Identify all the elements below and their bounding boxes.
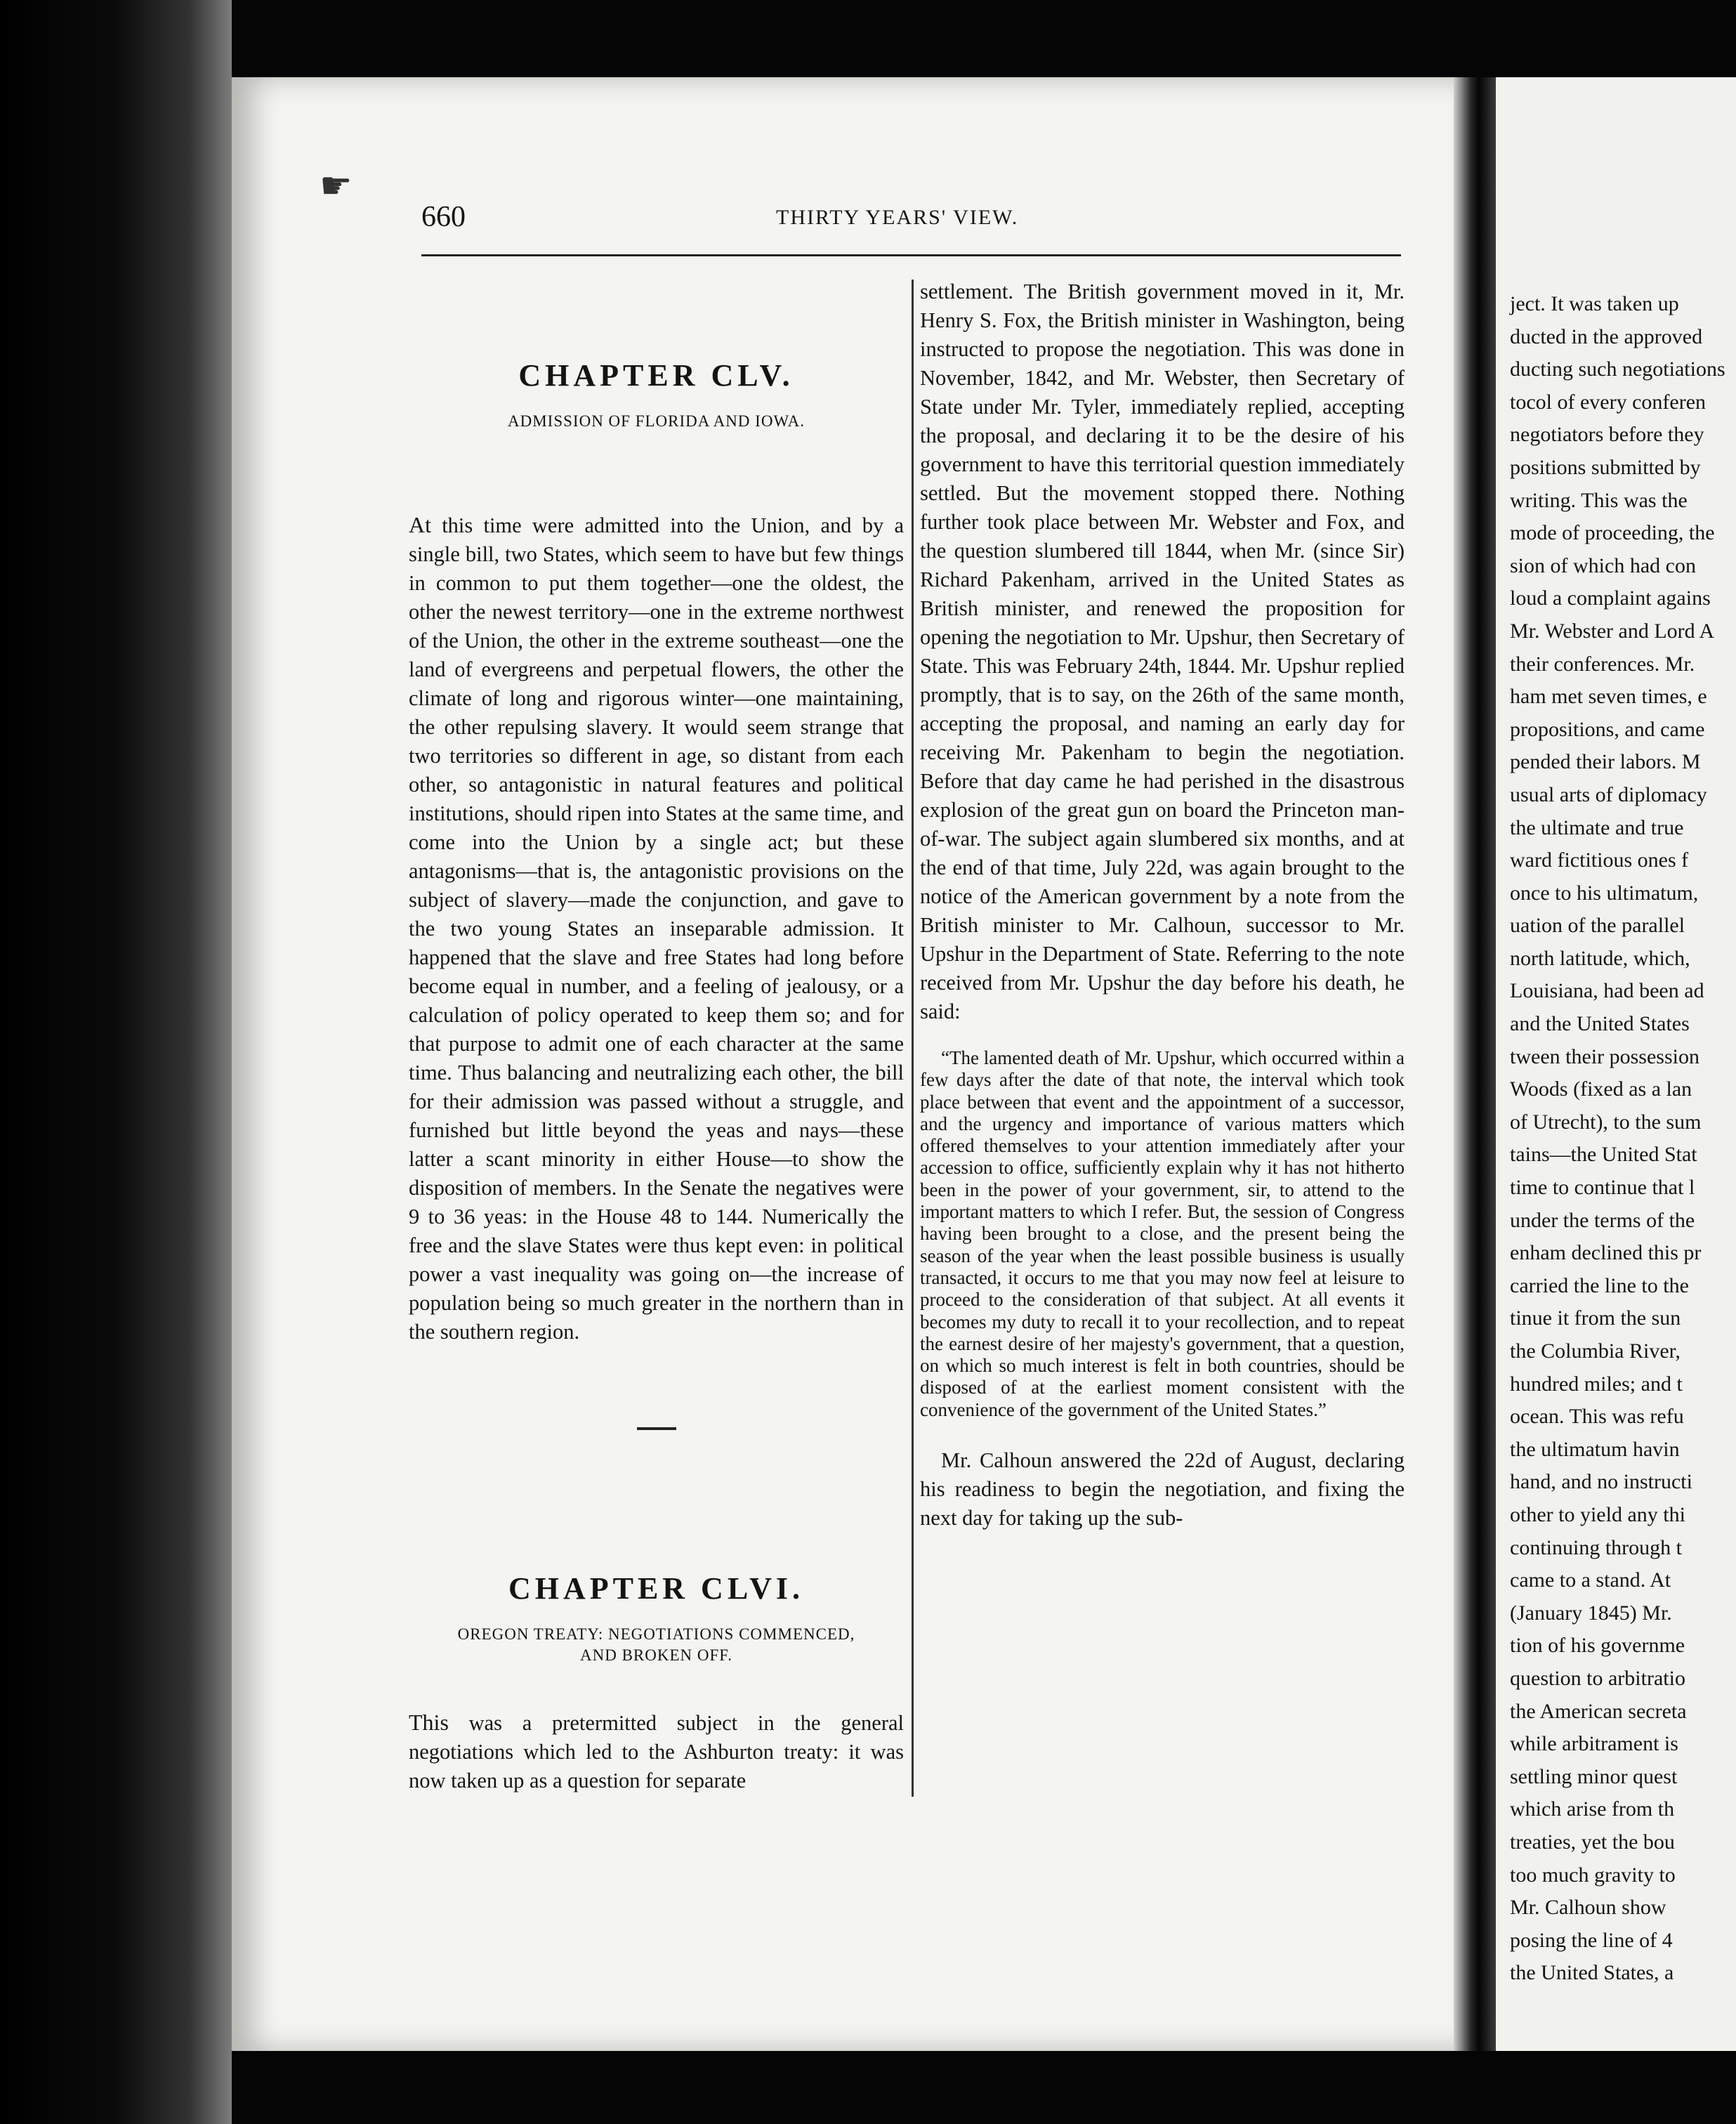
- facing-page-line: of Utrecht), to the sum: [1510, 1110, 1702, 1134]
- facing-page-line: and the United States: [1510, 1012, 1690, 1036]
- right-column: [920, 277, 1405, 1533]
- facing-page-line: the ultimate and true: [1510, 815, 1684, 839]
- facing-page-line: while arbitrament is: [1510, 1732, 1678, 1756]
- facing-page-line: writing. This was the: [1510, 488, 1688, 512]
- facing-page-line: tion of his governme: [1510, 1634, 1685, 1658]
- facing-page-line: propositions, and came: [1510, 717, 1705, 741]
- paragraph-text: this time were admitted into the Union, and by a single bill, two States, which seem to have but few things in common to put them together—one the oldest, the other the newest territory—one in the extreme northwest of the Union, the other in the extreme southeast—one the land of evergreens and perpetual flowers, the other the climate of long and rigorous winter—one maintaining, the other repulsing slavery. It would seem strange that two territories so different in age, so distant from each other, so antagonistic in natural features and political institutions, should ripen into States at the same time, and come into the Union by a single act; but these antagonisms—that is, the antagonistic provisions on the subject of slavery—made the conjunction, and gave to the two young States an inseparable admission. It happened that the slave and free States had long before become equal in number, and a feeling of jealousy, or a calculation of policy operated to keep them so; and for that purpose to admit one of each character at the same time. Thus balancing and neutralizing each other, the bill for their admission was passed without a struggle, and furnished but little beyond the yeas and nays—these latter a scant minority in either House—to show the disposition of members. In the Senate the negatives were 9 to 36 yeas: in the House 48 to 144. Numerically the free and the slave States were thus kept even: in political power a vast inequality was going on—the increase of population being so much greater in the northern than in the southern region.: [409, 513, 904, 1344]
- facing-page-line: north latitude, which,: [1510, 946, 1690, 970]
- facing-page-line: once to his ultimatum,: [1510, 881, 1699, 905]
- facing-page-line: mode of proceeding, the: [1510, 521, 1715, 545]
- facing-page-line: the ultimatum havin: [1510, 1437, 1680, 1461]
- chapter-155-heading: [409, 355, 904, 480]
- facing-page-line: which arise from th: [1510, 1797, 1675, 1821]
- facing-page-line: loud a complaint agains: [1510, 586, 1711, 610]
- chapter-155-paragraph: [409, 511, 904, 1346]
- facing-page-661-fragment: [1496, 77, 1736, 2051]
- chapter-title: CHAPTER CLV.: [518, 358, 794, 393]
- continuation-paragraph: settlement. The British government moved in it, Mr. Henry S. Fox, the British minister in Washington, being instructed to propose the negotiation. This was done in November, 1842, and Mr. Webster, then Secretary of State under Mr. Tyler, immediately replied, accepting the proposal, and declaring it to be the desire of his government to have this territorial question immediately settled. But the movement stopped there. Nothing further took place between Mr. Webster and Fox, and the question slumbered till 1844, when Mr. (since Sir) Richard Pakenham, arrived in the United States as British minister, and renewed the proposition for opening the negotiation to Mr. Upshur, then Secretary of State. This was February 24th, 1844. Mr. Upshur replied promptly, that is to say, on the 26th of the same month, accepting the proposal, and naming an early day for receiving Mr. Pakenham to begin the negotiation. Before that day came he had perished in the disastrous explosion of the great gun on board the Princeton man-of-war. The subject again slumbered six months, and at the end of that time, July 22d, was again brought to the notice of the American government by a note from the British minister to Mr. Calhoun, successor to Mr. Upshur in the Department of State. Referring to the note received from Mr. Upshur the day before his death, he said:: [920, 280, 1405, 1023]
- book-gutter: [1454, 77, 1496, 2051]
- facing-page-line: the American secreta: [1510, 1699, 1687, 1723]
- column-divider: [912, 280, 914, 1797]
- facing-page-line: Louisiana, had been ad: [1510, 979, 1704, 1003]
- facing-page-text: [1510, 288, 1736, 1990]
- facing-page-line: hundred miles; and t: [1510, 1372, 1683, 1396]
- facing-page-line: ward fictitious ones f: [1510, 848, 1689, 872]
- small-caps-lead: This: [409, 1710, 449, 1735]
- facing-page-line: tains—the United Stat: [1510, 1143, 1697, 1167]
- facing-page-line: question to arbitratio: [1510, 1666, 1685, 1690]
- pointing-hand-mark: ☛: [320, 166, 353, 206]
- facing-page-line: ducting such negotiations: [1510, 358, 1725, 381]
- section-ornament-rule: [637, 1427, 676, 1430]
- facing-page-line: ducted in the approved: [1510, 324, 1703, 348]
- facing-page-line: ham met seven times, e: [1510, 685, 1707, 709]
- book-title: THIRTY YEARS' VIEW.: [776, 206, 1019, 229]
- facing-page-line: tinue it from the sun: [1510, 1306, 1681, 1330]
- facing-page-line: Mr. Calhoun show: [1510, 1896, 1666, 1920]
- chapter-156-heading: [409, 1568, 904, 1666]
- facing-page-line: Woods (fixed as a lan: [1510, 1077, 1692, 1101]
- chapter-subtitle: ADMISSION OF FLORIDA AND IOWA.: [508, 412, 805, 430]
- facing-page-line: treaties, yet the bou: [1510, 1830, 1675, 1854]
- facing-page-line: uation of the parallel: [1510, 914, 1685, 938]
- left-column: [409, 355, 904, 1795]
- facing-page-line: ject. It was taken up: [1510, 292, 1679, 315]
- facing-page-line: settling minor quest: [1510, 1764, 1678, 1788]
- facing-page-line: hand, and no instructi: [1510, 1470, 1692, 1494]
- page-number: 660: [421, 201, 466, 233]
- facing-page-line: posing the line of 4: [1510, 1928, 1673, 1952]
- chapter-subtitle-line: OREGON TREATY: NEGOTIATIONS COMMENCED,: [457, 1625, 855, 1643]
- chapter-subtitle-line: AND BROKEN OFF.: [580, 1646, 732, 1664]
- closing-paragraph: Mr. Calhoun answered the 22d of August, declaring his readiness to begin the negotiation, and fixing the next day for taking up the sub-: [920, 1448, 1405, 1530]
- facing-page-line: other to yield any thi: [1510, 1502, 1685, 1526]
- block-quote: “The lamented death of Mr. Upshur, which occurred within a few days after the date of that note, the interval which took place between that event and the appointment of a successor, and the urgency and importance of various matters which offered themselves to your attention immediately after your accession to office, sufficiently explain why it has not hitherto been in the power of your government, sir, to attend to the important matters to which I refer. But, the session of Congress having been brought to a close, and the present being the season of the year when the least possible business is usually transacted, it occurs to me that you may now feel at leisure to proceed to the consideration of that subject. At all events it becomes my duty to recall it to your recollection, and to repeat the earnest desire of her majesty's government, that a question, on which so much interest is felt in both countries, should be disposed of at the earliest moment consistent with the convenience of the government of the United States.”: [920, 1047, 1405, 1420]
- facing-page-line: negotiators before they: [1510, 423, 1704, 447]
- facing-page-line: ocean. This was refu: [1510, 1405, 1684, 1429]
- facing-page-line: tocol of every conferen: [1510, 390, 1707, 414]
- paragraph-text: was a pretermitted subject in the general negotiations which led to the Ashburton treaty: it was now taken up as a question for separate: [409, 1711, 904, 1792]
- facing-page-line: enham declined this pr: [1510, 1241, 1702, 1265]
- facing-page-line: their conferences. Mr.: [1510, 652, 1695, 676]
- facing-page-line: time to continue that l: [1510, 1176, 1695, 1200]
- facing-page-line: too much gravity to: [1510, 1863, 1676, 1887]
- facing-page-line: continuing through t: [1510, 1535, 1682, 1559]
- facing-page-line: tween their possession: [1510, 1044, 1699, 1068]
- facing-page-line: positions submitted by: [1510, 455, 1701, 479]
- chapter-subtitle: [409, 1624, 904, 1666]
- facing-page-line: (January 1845) Mr.: [1510, 1601, 1672, 1625]
- header-rule: [421, 254, 1401, 256]
- chapter-156-paragraph: [409, 1708, 904, 1795]
- running-head: [421, 200, 1412, 242]
- small-caps-lead: At: [409, 512, 431, 537]
- facing-page-line: the United States, a: [1510, 1961, 1674, 1985]
- facing-page-line: under the terms of the: [1510, 1208, 1695, 1232]
- facing-page-line: came to a stand. At: [1510, 1568, 1671, 1592]
- facing-page-line: Mr. Webster and Lord A: [1510, 619, 1715, 643]
- facing-page-line: carried the line to the: [1510, 1273, 1689, 1297]
- facing-page-line: the Columbia River,: [1510, 1339, 1681, 1363]
- facing-page-line: sion of which had con: [1510, 553, 1696, 577]
- microfilm-edge: [0, 0, 232, 2124]
- facing-page-line: usual arts of diplomacy: [1510, 782, 1707, 806]
- facing-page-line: pended their labors. M: [1510, 750, 1701, 774]
- chapter-title: CHAPTER CLVI.: [508, 1571, 805, 1606]
